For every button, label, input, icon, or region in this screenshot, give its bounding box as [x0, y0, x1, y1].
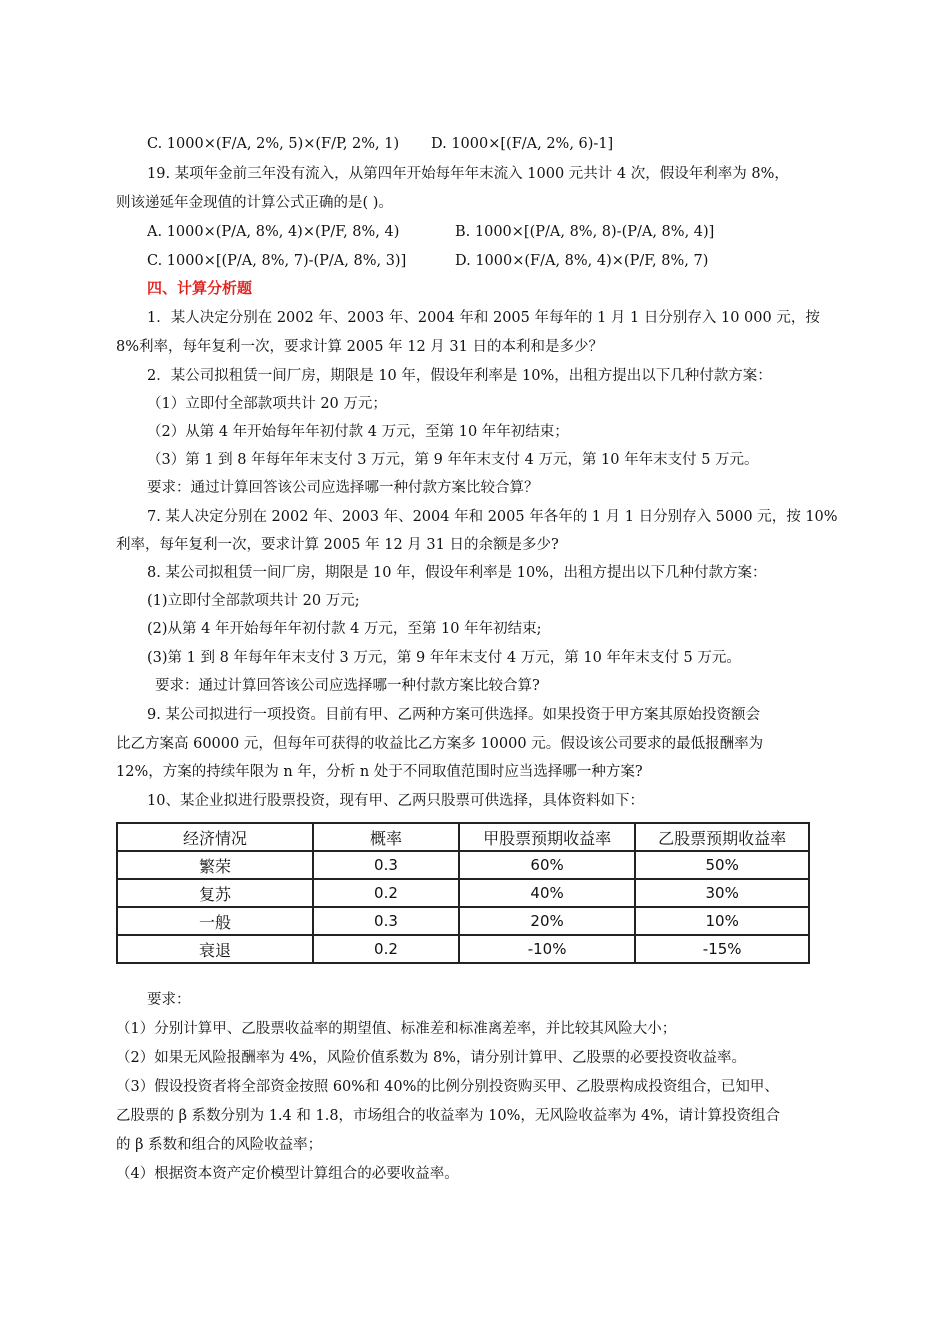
- option-a-19: A. 1000×(P/A, 8%, 4)×(P/F, 8%, 4): [147, 224, 400, 240]
- table-row: [117, 851, 809, 879]
- table-cell: 0.3: [313, 851, 459, 879]
- table-cell: -15%: [635, 935, 809, 963]
- problem-7-line1: 7. 某人决定分别在 2002 年、2003 年、2004 年和 2005 年各年的 1 月 1 日分别存入 5000 元，按 10%: [147, 509, 838, 525]
- question-19-line2: 则该递延年金现值的计算公式正确的是( )。: [116, 195, 393, 211]
- problem-8-option3: (3)第 1 到 8 年每年年末支付 3 万元，第 9 年年末支付 4 万元，第 10 年年末支付 5 万元。: [147, 650, 741, 666]
- option-b-19: B. 1000×[(P/A, 8%, 8)-(P/A, 8%, 4)]: [455, 224, 715, 240]
- requirements-label: 要求：: [147, 992, 191, 1008]
- question-19-line1: 19. 某项年金前三年没有流入，从第四年开始每年年末流入 1000 元共计 4 次，假设年利率为 8%，: [147, 166, 789, 182]
- table-cell: 50%: [635, 851, 809, 879]
- requirement-2: （2）如果无风险报酬率为 4%，风险价值系数为 8%，请分别计算甲、乙股票的必要投资收益率。: [116, 1050, 746, 1066]
- table-cell: 40%: [459, 879, 636, 907]
- option-c-19: C. 1000×[(P/A, 8%, 7)-(P/A, 8%, 3)]: [147, 253, 407, 269]
- requirement-1: （1）分别计算甲、乙股票收益率的期望值、标准差和标准离差率，并比较其风险大小；: [116, 1021, 677, 1037]
- requirement-3-line2: 乙股票的 β 系数分别为 1.4 和 1.8，市场组合的收益率为 10%，无风险收益率为 4%，请计算投资组合: [116, 1108, 780, 1124]
- table-header-cell: 概率: [313, 823, 459, 851]
- problem-1-line2: 8%利率，每年复利一次，要求计算 2005 年 12 月 31 日的本利和是多少？: [116, 339, 603, 355]
- table-cell: 繁荣: [117, 851, 313, 879]
- problem-2-option2: （2）从第 4 年开始每年年初付款 4 万元，至第 10 年年初结束；: [147, 424, 569, 440]
- table-cell: 衰退: [117, 935, 313, 963]
- problem-2-requirement: 要求：通过计算回答该公司应选择哪一种付款方案比较合算？: [147, 480, 539, 496]
- table-header-cell: 甲股票预期收益率: [459, 823, 636, 851]
- stock-return-table: [116, 822, 810, 964]
- problem-8-option2: (2)从第 4 年开始每年年初付款 4 万元，至第 10 年年初结束;: [147, 621, 542, 637]
- option-d-19: D. 1000×(F/A, 8%, 4)×(P/F, 8%, 7): [455, 253, 709, 269]
- problem-7-line2: 利率，每年复利一次，要求计算 2005 年 12 月 31 日的余额是多少?: [116, 537, 559, 553]
- table-cell: 0.2: [313, 935, 459, 963]
- problem-9-line1: 9. 某公司拟进行一项投资。目前有甲、乙两种方案可供选择。如果投资于甲方案其原始投资额会: [147, 707, 760, 723]
- problem-1-line1: 1．某人决定分别在 2002 年、2003 年、2004 年和 2005 年每年的 1 月 1 日分别存入 10 000 元，按: [147, 310, 820, 326]
- table-cell: 30%: [635, 879, 809, 907]
- requirement-3-line3: 的 β 系数和组合的风险收益率；: [116, 1137, 323, 1153]
- table-cell: 60%: [459, 851, 636, 879]
- problem-2-line1: 2．某公司拟租赁一间厂房，期限是 10 年，假设年利率是 10%，出租方提出以下几种付款方案：: [147, 368, 772, 384]
- table-row: [117, 935, 809, 963]
- table-cell: 10%: [635, 907, 809, 935]
- table-cell: 0.3: [313, 907, 459, 935]
- table-cell: 0.2: [313, 879, 459, 907]
- table-header-row: [117, 823, 809, 851]
- problem-2-option1: （1）立即付全部款项共计 20 万元；: [147, 396, 387, 412]
- section-heading: 四、计算分析题: [147, 279, 253, 297]
- option-d-18: D. 1000×[(F/A, 2%, 6)-1]: [431, 136, 614, 152]
- table-row: [117, 879, 809, 907]
- problem-8-requirement: 要求：通过计算回答该公司应选择哪一种付款方案比较合算?: [155, 678, 540, 694]
- option-c-18: C. 1000×(F/A, 2%, 5)×(F/P, 2%, 1): [147, 136, 400, 152]
- problem-8-option1: (1)立即付全部款项共计 20 万元;: [147, 593, 360, 609]
- table-row: [117, 907, 809, 935]
- requirement-3-line1: （3）假设投资者将全部资金按照 60%和 40%的比例分别投资购买甲、乙股票构成投资组合，已知甲、: [116, 1079, 779, 1095]
- table-cell: 复苏: [117, 879, 313, 907]
- table-header-cell: 经济情况: [117, 823, 313, 851]
- table-cell: 一般: [117, 907, 313, 935]
- problem-9-line2: 比乙方案高 60000 元，但每年可获得的收益比乙方案多 10000 元。假设该公司要求的最低报酬率为: [116, 736, 764, 752]
- problem-2-option3: （3）第 1 到 8 年每年年末支付 3 万元，第 9 年年末支付 4 万元，第 10 年年末支付 5 万元。: [147, 452, 759, 468]
- problem-9-line3: 12%，方案的持续年限为 n 年，分析 n 处于不同取值范围时应当选择哪一种方案?: [116, 764, 643, 780]
- table-header-cell: 乙股票预期收益率: [635, 823, 809, 851]
- table-cell: 20%: [459, 907, 636, 935]
- problem-8-line1: 8. 某公司拟租赁一间厂房，期限是 10 年，假设年利率是 10%，出租方提出以下几种付款方案：: [147, 565, 767, 581]
- requirement-4: （4）根据资本资产定价模型计算组合的必要收益率。: [116, 1166, 459, 1182]
- table-cell: -10%: [459, 935, 636, 963]
- problem-10-intro: 10、某企业拟进行股票投资，现有甲、乙两只股票可供选择，具体资料如下：: [147, 793, 644, 809]
